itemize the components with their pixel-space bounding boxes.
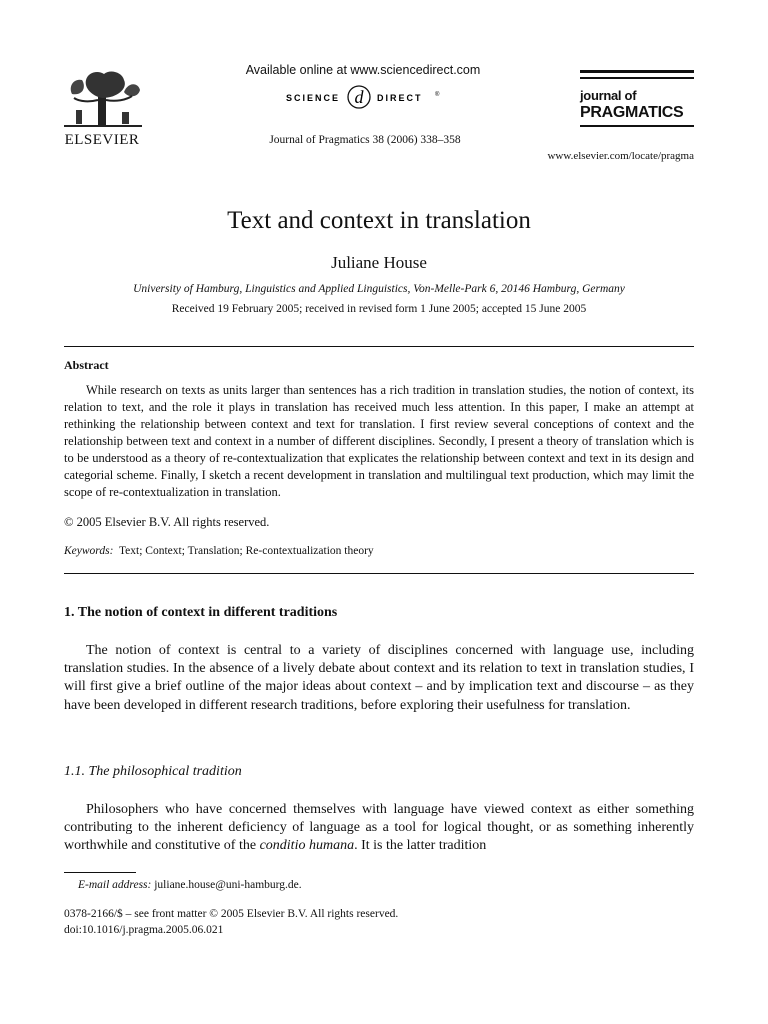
received-dates: Received 19 February 2005; received in revised form 1 June 2005; accepted 15 June 2005 bbox=[171, 303, 587, 315]
available-online-text: Available online at www.sciencedirect.com bbox=[245, 63, 481, 77]
subsection-heading: 1.1. The philosophical tradition bbox=[64, 764, 242, 779]
abstract-copyright: © 2005 Elsevier B.V. All rights reserved. bbox=[64, 515, 270, 529]
body-paragraph: The notion of context is central to a variety of disciplines concerned with language use, including translation studies. In the absence of a lively debate about context and its relation to text in translation studies, I will first give a brief outline of the major ideas about context – and by implication text and discourse – as they have been developed in different research traditions, before exploring their usefulness for translation. bbox=[64, 643, 694, 713]
email-address-link[interactable]: juliane.house@uni-hamburg.de. bbox=[154, 879, 302, 891]
section-heading: 1. The notion of context in different traditions bbox=[64, 605, 338, 620]
para2-text-end: . It is the latter tradition bbox=[354, 838, 487, 854]
body-paragraph-2 bbox=[64, 801, 694, 856]
journal-url-link[interactable]: www.elsevier.com/locate/pragma bbox=[547, 150, 694, 162]
journal-logo-rule-top bbox=[580, 70, 694, 73]
subsection-body bbox=[64, 801, 694, 856]
abstract-body bbox=[64, 382, 694, 501]
sd-logo-trademark: ® bbox=[435, 92, 440, 98]
footnote-email bbox=[78, 879, 302, 891]
article-title: Text and context in translation bbox=[227, 207, 531, 234]
svg-text:d: d bbox=[354, 87, 364, 107]
para2-italic-term: conditio humana bbox=[259, 838, 355, 854]
journal-citation: Journal of Pragmatics 38 (2006) 338–358 bbox=[269, 134, 461, 146]
abstract-heading: Abstract bbox=[64, 358, 109, 372]
keywords-label: Keywords: bbox=[64, 545, 114, 557]
issn-line: 0378-2166/$ – see front matter © 2005 Elsevier B.V. All rights reserved. bbox=[64, 908, 399, 920]
sciencedirect-logo bbox=[276, 84, 446, 110]
elsevier-tree-logo bbox=[62, 66, 144, 130]
para2-text-start: Philosophers who have concerned themselves with language have viewed context as either something contributing to the inherent deficiency of language as a tool for logical thought, or as something inherently worthwhile and constitutive of the bbox=[64, 802, 694, 854]
sd-logo-right: DIRECT bbox=[377, 93, 423, 103]
journal-logo-line1: journal of bbox=[580, 88, 637, 103]
abstract-bottom-rule bbox=[64, 573, 694, 574]
keywords-list: Text; Context; Translation; Re-contextualization theory bbox=[118, 545, 374, 557]
journal-logo-rule-mid bbox=[580, 77, 694, 79]
doi-line[interactable]: doi:10.1016/j.pragma.2005.06.021 bbox=[64, 924, 224, 936]
author-affiliation: University of Hamburg, Linguistics and Applied Linguistics, Von-Melle-Park 6, 20146 Hamburg, Germany bbox=[133, 283, 625, 295]
section-body bbox=[64, 642, 694, 715]
keywords bbox=[64, 545, 374, 557]
abstract-top-rule bbox=[64, 346, 694, 347]
journal-logo-line2: PRAGMATICS bbox=[580, 104, 684, 121]
abstract-paragraph: While research on texts as units larger than sentences has a rich tradition in translation studies, the notion of context, its relation to text, and the role it plays in translation has received much less attention. In this paper, I make an attempt at rethinking the relationship between context and text for translation. I first review several conceptions of context and the relationship between text and context in a number of different disciplines. Secondly, I present a theory of translation which is to be understood as a theory of re-contextualization that explicates the relationship between context and text in its design and categorial scheme. Finally, I sketch a recent development in translation and multilingual text production, which may limit the scope of re-contextualization in translation. bbox=[64, 383, 694, 499]
footnote-rule bbox=[64, 872, 136, 873]
article-author: Juliane House bbox=[331, 253, 427, 272]
email-label: E-mail address: bbox=[78, 879, 152, 891]
publisher-name: ELSEVIER bbox=[64, 132, 140, 148]
sd-logo-left: SCIENCE bbox=[285, 93, 340, 103]
journal-logo-rule-bottom bbox=[580, 125, 694, 127]
